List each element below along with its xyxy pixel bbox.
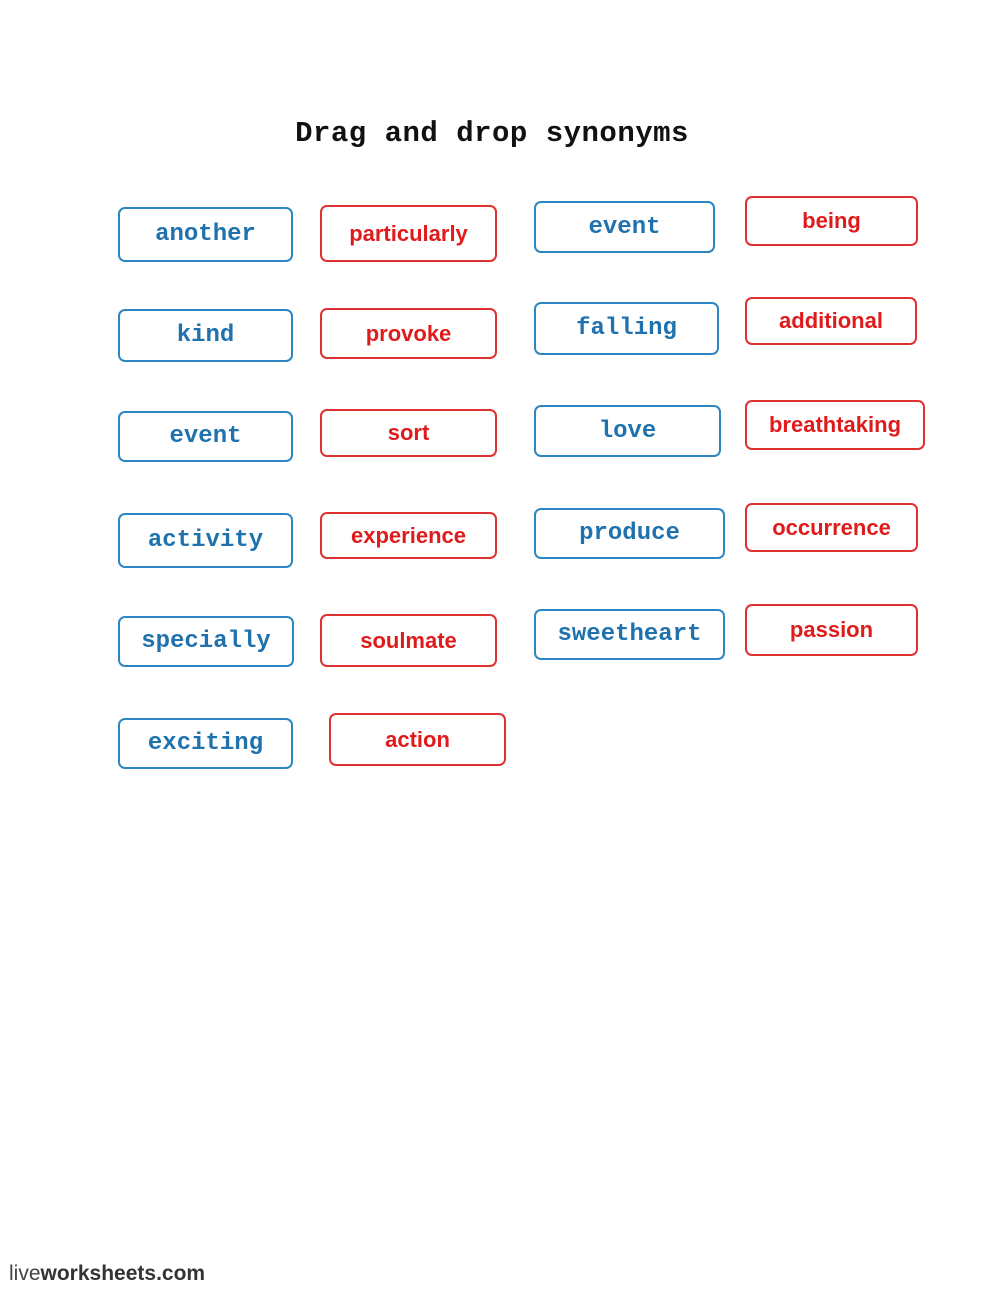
blue-word-card[interactable]: [118, 411, 293, 462]
blue-word-card[interactable]: [534, 609, 725, 660]
blue-word-card[interactable]: [534, 302, 719, 355]
word-label: exciting: [147, 730, 264, 757]
word-label: sweetheart: [557, 621, 702, 648]
blue-word-card[interactable]: [534, 508, 725, 559]
word-label: love: [598, 417, 657, 445]
red-word-card[interactable]: [745, 196, 918, 246]
red-word-card[interactable]: [320, 205, 497, 262]
footer-brand: worksheets: [40, 1262, 157, 1285]
red-word-card[interactable]: [745, 400, 925, 450]
red-word-card[interactable]: [329, 713, 506, 766]
word-label: action: [385, 726, 450, 752]
blue-word-card[interactable]: [118, 513, 293, 568]
footer-prefix: live: [9, 1262, 41, 1285]
blue-word-card[interactable]: [118, 616, 294, 667]
word-label: produce: [579, 520, 680, 547]
red-word-card[interactable]: [320, 614, 497, 667]
red-word-card[interactable]: [320, 308, 497, 359]
word-label: particularly: [349, 220, 468, 246]
word-label: being: [802, 208, 861, 233]
blue-word-card[interactable]: [118, 207, 293, 262]
blue-word-card[interactable]: [118, 309, 293, 362]
red-word-card[interactable]: [745, 297, 917, 345]
blue-word-card[interactable]: [534, 201, 715, 253]
site-footer-logo: [9, 1262, 205, 1286]
red-word-card[interactable]: [745, 604, 918, 656]
word-label: falling: [576, 315, 677, 342]
red-word-card[interactable]: [745, 503, 918, 552]
word-label: event: [588, 213, 661, 241]
page-title: Drag and drop synonyms: [295, 117, 689, 150]
word-label: soulmate: [360, 627, 457, 653]
word-label: breathtaking: [768, 412, 902, 437]
red-word-card[interactable]: [320, 512, 497, 559]
word-label: kind: [176, 322, 235, 349]
blue-word-card[interactable]: [534, 405, 721, 457]
word-label: additional: [779, 308, 883, 333]
word-label: activity: [147, 527, 264, 554]
word-label: event: [169, 423, 242, 450]
footer-suffix: .com: [156, 1262, 206, 1285]
word-label: sort: [387, 420, 430, 445]
word-label: provoke: [365, 320, 452, 346]
blue-word-card[interactable]: [118, 718, 293, 769]
word-label: passion: [789, 617, 874, 642]
word-label: occurrence: [772, 514, 891, 540]
word-label: specially: [141, 628, 271, 655]
red-word-card[interactable]: [320, 409, 497, 457]
word-label: another: [155, 221, 256, 248]
word-label: experience: [351, 522, 466, 548]
